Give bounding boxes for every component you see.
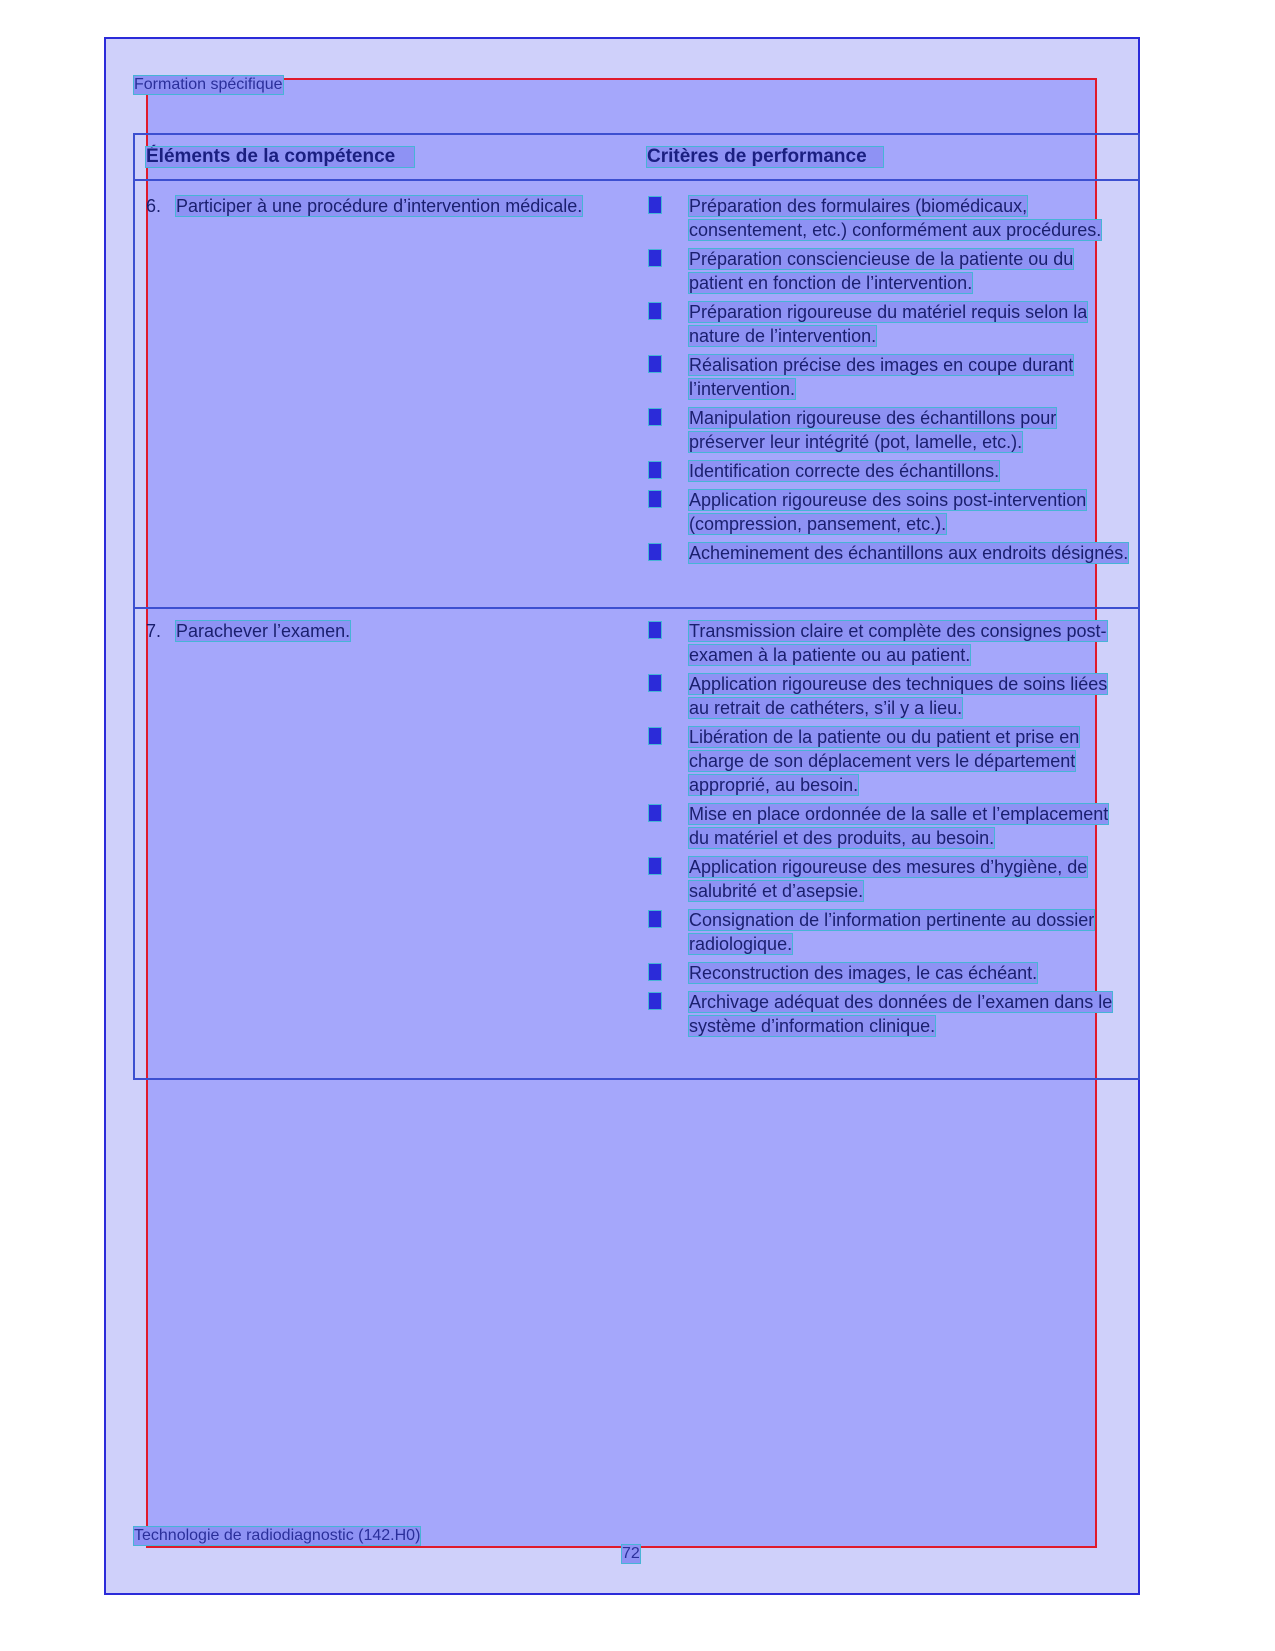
table-header-row <box>135 135 1138 181</box>
criteria-item: Réalisation précise des images en coupe durant l’intervention. <box>649 353 1129 401</box>
element-number: 6. <box>146 196 162 216</box>
bullet-icon <box>649 805 661 821</box>
table-row <box>135 609 1138 1080</box>
criteria-item: Préparation consciencieuse de la patiente ou du patient en fonction de l’intervention. <box>649 247 1129 295</box>
bullet-icon <box>649 197 661 213</box>
column-header-elements: Éléments de la compétence <box>146 147 414 167</box>
criteria-item: Transmission claire et complète des consignes post-examen à la patiente ou au patient. <box>649 619 1129 667</box>
criteria-item: Application rigoureuse des mesures d’hygiène, de salubrité et d’asepsie. <box>649 855 1129 903</box>
bullet-icon <box>649 993 661 1009</box>
bullet-icon <box>649 911 661 927</box>
table-row <box>135 181 1138 609</box>
criteria-item: Acheminement des échantillons aux endroits désignés. <box>649 541 1129 565</box>
element-text: Participer à une procédure d’intervention médicale. <box>176 196 583 216</box>
criteria-list <box>649 194 1129 570</box>
criteria-item: Application rigoureuse des techniques de soins liées au retrait de cathéters, s’il y a lieu. <box>649 672 1129 720</box>
criteria-item: Manipulation rigoureuse des échantillons pour préserver leur intégrité (pot, lamelle, etc.). <box>649 406 1129 454</box>
criteria-item: Reconstruction des images, le cas échéant. <box>649 961 1129 985</box>
bullet-icon <box>649 544 661 560</box>
bullet-icon <box>649 409 661 425</box>
criteria-item: Préparation des formulaires (biomédicaux, consentement, etc.) conformément aux procédures. <box>649 194 1129 242</box>
competence-table <box>133 133 1140 1080</box>
criteria-item: Application rigoureuse des soins post-intervention (compression, pansement, etc.). <box>649 488 1129 536</box>
section-header: Formation spécifique <box>134 76 283 93</box>
page-number: 72 <box>622 1545 640 1562</box>
bullet-icon <box>649 675 661 691</box>
criteria-item: Libération de la patiente ou du patient et prise en charge de son déplacement vers le département approprié, au besoin. <box>649 725 1129 797</box>
criteria-item: Archivage adéquat des données de l’examen dans le système d’information clinique. <box>649 990 1129 1038</box>
bullet-icon <box>649 728 661 744</box>
bullet-icon <box>649 303 661 319</box>
criteria-item: Consignation de l’information pertinente au dossier radiologique. <box>649 908 1129 956</box>
footer-program: Technologie de radiodiagnostic (142.H0) <box>134 1527 421 1544</box>
column-header-criteria: Critères de performance <box>647 147 883 167</box>
bullet-icon <box>649 491 661 507</box>
bullet-icon <box>649 964 661 980</box>
bullet-icon <box>649 462 661 478</box>
criteria-list <box>649 619 1129 1043</box>
element-text: Parachever l’examen. <box>176 621 351 641</box>
criteria-item: Mise en place ordonnée de la salle et l’emplacement du matériel et des produits, au besoin. <box>649 802 1129 850</box>
bullet-icon <box>649 250 661 266</box>
criteria-item: Préparation rigoureuse du matériel requis selon la nature de l’intervention. <box>649 300 1129 348</box>
element-number: 7. <box>146 621 162 641</box>
bullet-icon <box>649 356 661 372</box>
bullet-icon <box>649 622 661 638</box>
criteria-item: Identification correcte des échantillons. <box>649 459 1129 483</box>
bullet-icon <box>649 858 661 874</box>
